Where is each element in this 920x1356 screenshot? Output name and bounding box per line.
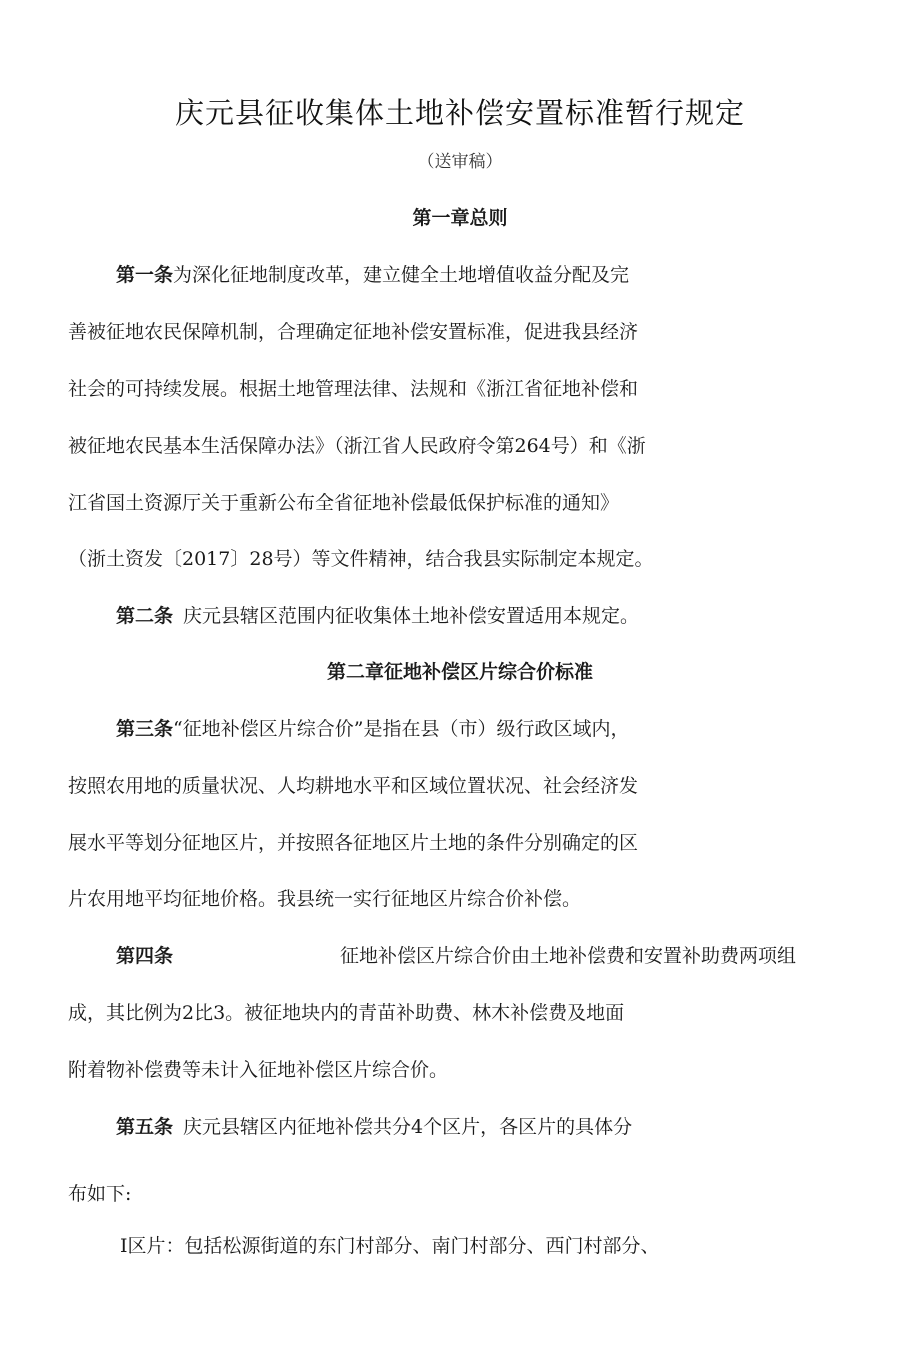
document-title: 庆元县征收集体土地补偿安置标准暂行规定: [174, 96, 745, 130]
article-2-line-1: [116, 603, 639, 629]
article-3-line-1: [116, 716, 629, 742]
article-3-line-2: 按照农用地的质量状况、人均耕地水平和区域位置状况、社会经济发: [68, 775, 639, 797]
article-4-line-2: 成，其比例为2比3。被征地块内的青苗补助费、林木补偿费及地面: [68, 1002, 625, 1024]
article-4-label: 第四条: [116, 945, 174, 967]
article-4-line-1: 征地补偿区片综合价由土地补偿费和安置补助费两项组: [340, 945, 797, 967]
article-5-label: 第五条: [116, 1116, 174, 1138]
article-1-line-2: 善被征地农民保障机制，合理确定征地补偿安置标准，促进我县经济: [68, 321, 639, 343]
article-1-label: 第一条: [116, 264, 174, 286]
article-1-line-1: [116, 262, 629, 288]
article-5-line-3: Ⅰ区片：包括松源街道的东门村部分、南门村部分、西门村部分、: [120, 1235, 660, 1257]
article-4-line-3: 附着物补偿费等未计入征地补偿区片综合价。: [68, 1059, 449, 1081]
article-1-line-3: 社会的可持续发展。根据土地管理法律、法规和《浙江省征地补偿和: [68, 378, 639, 400]
article-3-text: “征地补偿区片综合价”是指在县（市）级行政区域内，: [173, 718, 630, 740]
article-1-text: 为深化征地制度改革，建立健全土地增值收益分配及完: [173, 264, 630, 286]
chapter-heading-2: 第二章征地补偿区片综合价标准: [326, 661, 593, 683]
article-3-line-4: 片农用地平均征地价格。我县统一实行征地区片综合价补偿。: [68, 888, 582, 910]
document-subtitle: （送审稿）: [417, 152, 503, 172]
article-1-line-4: 被征地农民基本生活保障办法》（浙江省人民政府令第264号）和《浙: [68, 435, 646, 457]
article-5-line-2: 布如下:: [68, 1183, 132, 1205]
article-1-line-5: 江省国土资源厅关于重新公布全省征地补偿最低保护标准的通知》: [68, 492, 620, 514]
article-2-text: 庆元县辖区范围内征收集体土地补偿安置适用本规定。: [183, 605, 640, 627]
article-5-text: 庆元县辖区内征地补偿共分4个区片，各区片的具体分: [183, 1116, 633, 1138]
article-5-line-1: [116, 1114, 632, 1140]
article-3-label: 第三条: [116, 718, 174, 740]
article-4-label-line: [116, 943, 173, 969]
chapter-heading-1: 第一章总则: [412, 207, 508, 229]
article-2-label: 第二条: [116, 605, 174, 627]
article-3-line-3: 展水平等划分征地区片，并按照各征地区片土地的条件分别确定的区: [68, 832, 639, 854]
article-1-line-6: （浙土资发〔2017〕28号）等文件精神，结合我县实际制定本规定。: [68, 548, 654, 570]
